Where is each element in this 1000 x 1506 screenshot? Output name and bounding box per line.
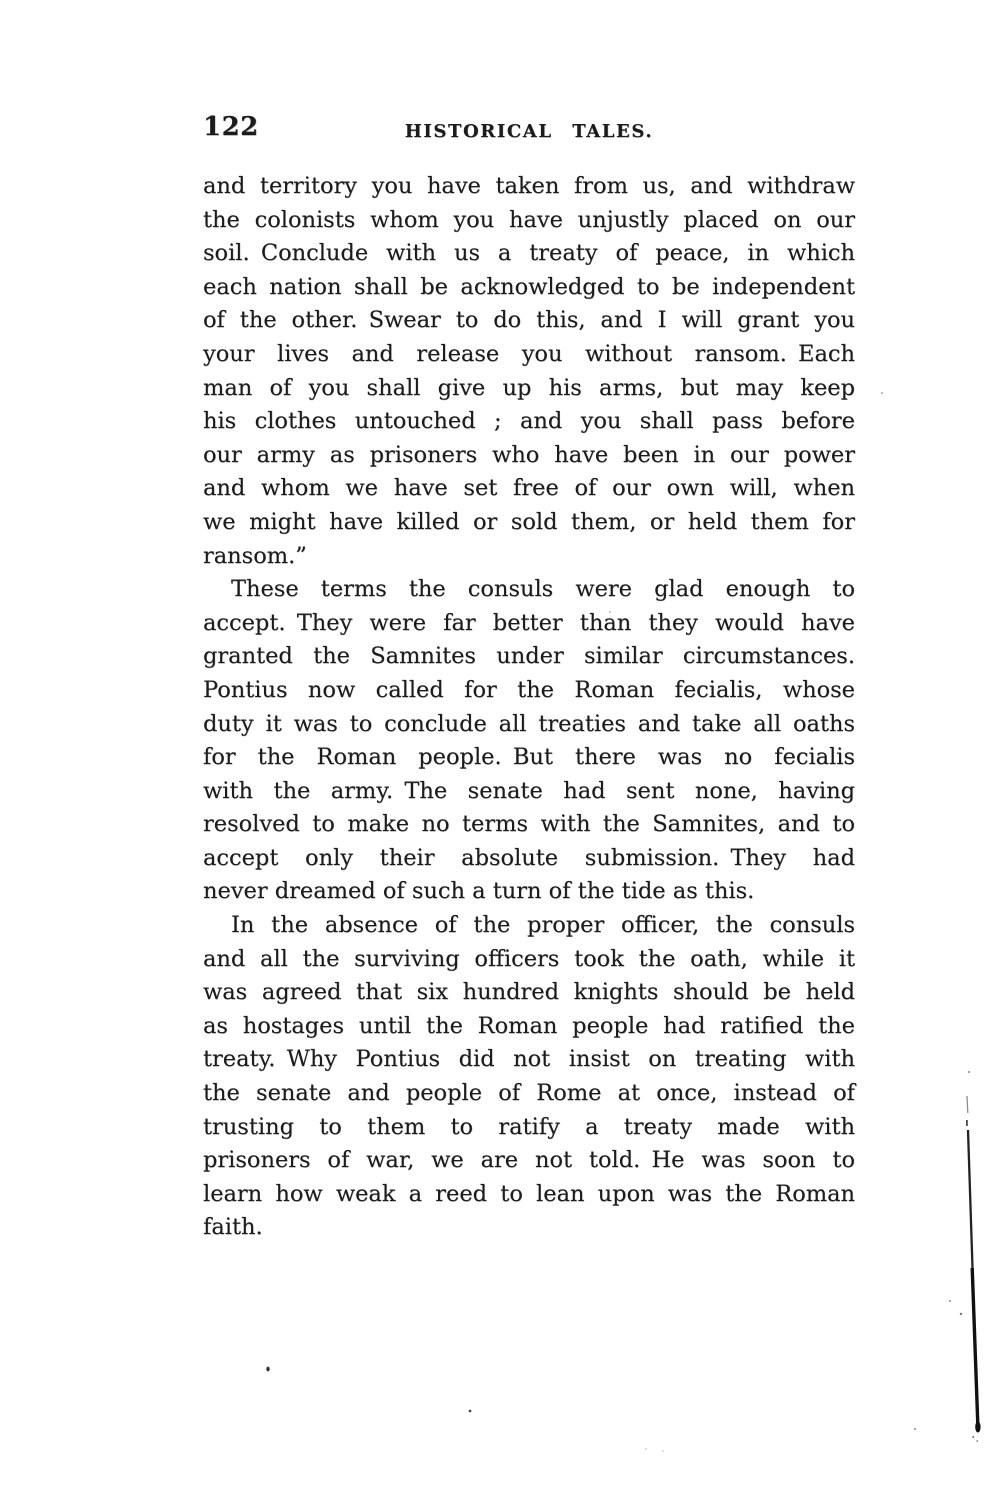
text-line: accept. They were far better than they would have <box>203 609 855 636</box>
text-line: treaty. Why Pontius did not insist on treating with <box>203 1046 855 1073</box>
paragraph <box>203 909 855 1245</box>
text-line: accept only their absolute submission. They had <box>203 844 855 871</box>
text-line: duty it was to conclude all treaties and take all oaths <box>203 710 855 737</box>
text-line: prisoners of war, we are not told. He was soon to <box>203 1147 855 1174</box>
text-line: man of you shall give up his arms, but may keep <box>203 374 855 401</box>
text-line: your lives and release you without ransom. Each <box>203 340 855 367</box>
text-line: faith. <box>203 1214 263 1241</box>
text-line: of the other. Swear to do this, and I will grant you <box>203 307 855 334</box>
ink-speck <box>469 1410 472 1413</box>
text-line: was agreed that six hundred knights should be held <box>203 979 855 1006</box>
ink-speck <box>266 1367 269 1372</box>
paragraph <box>203 573 855 909</box>
text-line: ransom.” <box>203 542 307 569</box>
ink-speck <box>645 1448 647 1450</box>
text-line: never dreamed of such a turn of the tide as this. <box>203 878 755 905</box>
text-line: trusting to them to ratify a treaty made with <box>203 1113 855 1140</box>
ink-speck <box>914 1428 916 1430</box>
body-text <box>203 170 855 1245</box>
paragraph <box>203 170 855 573</box>
text-line: the colonists whom you have unjustly placed on our <box>203 206 855 233</box>
text-line: the senate and people of Rome at once, instead of <box>203 1080 855 1107</box>
running-header: HISTORICAL TALES. <box>404 121 654 142</box>
text-line: with the army. The senate had sent none, having <box>203 777 855 804</box>
text-line: each nation shall be acknowledged to be independent <box>203 273 855 300</box>
text-line: learn how weak a reed to lean upon was the Roman <box>203 1180 855 1207</box>
text-line: resolved to make no terms with the Samnites, and to <box>203 811 855 838</box>
scan-artifact-line <box>966 1096 981 1442</box>
ink-speck <box>662 1450 664 1452</box>
ink-speck <box>960 1313 962 1315</box>
ink-speck <box>968 1071 970 1073</box>
text-line: soil. Conclude with us a treaty of peace, in which <box>203 240 855 267</box>
text-line: granted the Samnites under similar circumstances. <box>203 643 855 670</box>
ink-speck <box>949 1300 951 1302</box>
text-line: our army as prisoners who have been in our power <box>203 441 855 468</box>
ink-speck <box>881 392 883 394</box>
text-line: and whom we have set free of our own will, when <box>203 475 855 502</box>
text-line: and territory you have taken from us, and withdraw <box>203 173 855 199</box>
text-line: These terms the consuls were glad enough to <box>231 576 855 603</box>
text-line: and all the surviving officers took the oath, while it <box>203 945 855 972</box>
text-line: for the Roman people. But there was no fecialis <box>203 744 855 771</box>
text-line: In the absence of the proper officer, the consuls <box>231 912 855 939</box>
text-line: we might have killed or sold them, or held them for <box>203 508 855 535</box>
text-line: Pontius now called for the Roman fecialis, whose <box>203 676 855 703</box>
page-number: 122 <box>203 112 259 142</box>
text-line: as hostages until the Roman people had ratified the <box>203 1012 855 1039</box>
text-line: his clothes untouched ; and you shall pass before <box>203 408 855 435</box>
